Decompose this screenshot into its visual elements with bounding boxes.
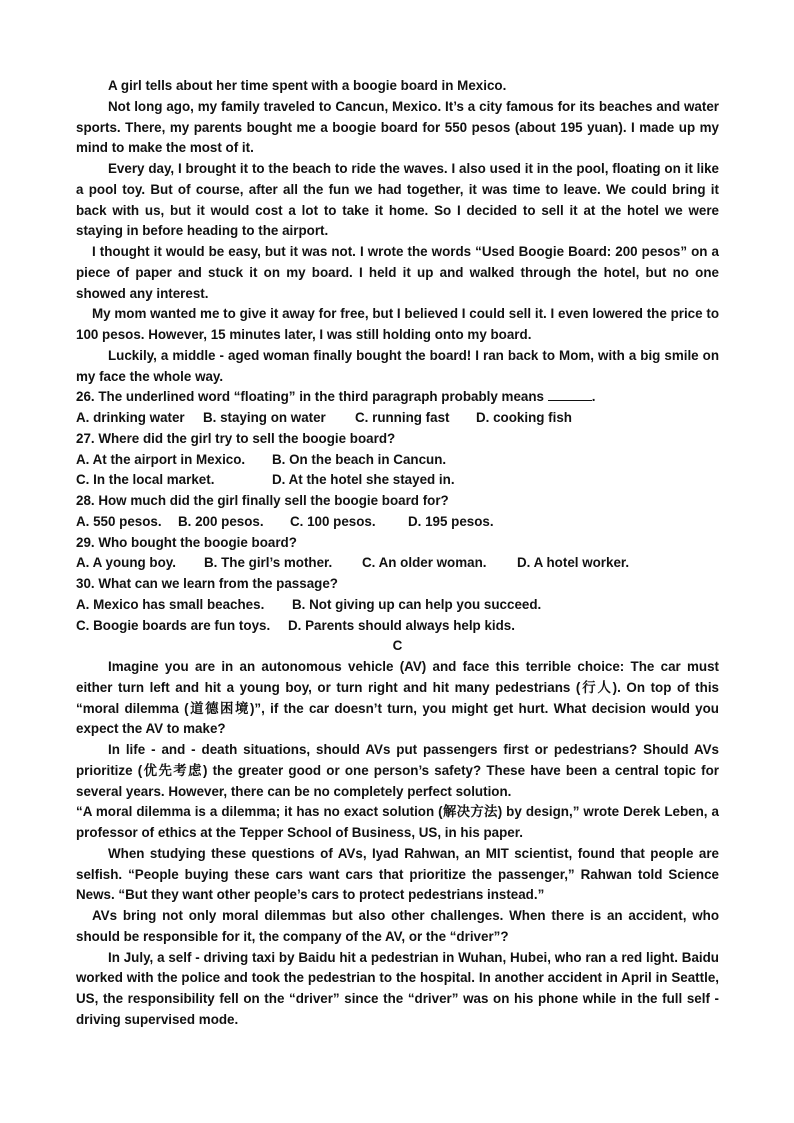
reading-c-paragraph: Imagine you are in an autonomous vehicle (AV) and face this terrible choice: The car must either turn left and hit a young boy, or turn right and hit many pedestrians (行人). On top of this “moral dilemma (道德困境)”, if the car doesn’t turn, you might get hurt. What decision would you expect the AV to make? xyxy=(76,659,719,737)
option-c: C. 100 pesos. xyxy=(290,513,376,529)
document-page xyxy=(76,76,719,1031)
option-a: A. 550 pesos. xyxy=(76,513,162,529)
option-b: B. The girl’s mother. xyxy=(204,555,333,571)
reading-b-paragraph: Not long ago, my family traveled to Cancun, Mexico. It’s a city famous for its beaches and water sports. There, my parents bought me a boogie board for 550 pesos (about 195 yuan). I made up my mind to make the most of it. xyxy=(76,98,719,156)
reading-c-paragraph: “A moral dilemma is a dilemma; it has no exact solution (解决方法) by design,” wrote Derek Leben, a professor of ethics at the Tepper School of Business, US, in his paper. xyxy=(76,804,719,840)
options-row xyxy=(76,595,719,616)
question-28: 28. How much did the girl finally sell the boogie board for? xyxy=(76,493,449,508)
reading-b-intro: A girl tells about her time spent with a boogie board in Mexico. xyxy=(108,78,507,93)
option-a: A. Mexico has small beaches. xyxy=(76,596,265,612)
reading-b-paragraph: My mom wanted me to give it away for free, but I believed I could sell it. I even lowered the price to 100 pesos. However, 15 minutes later, I was still holding onto my board. xyxy=(76,306,719,342)
answer-blank xyxy=(548,387,592,401)
option-b: B. staying on water xyxy=(203,410,326,425)
reading-c-paragraph: In life - and - death situations, should AVs put passengers first or pedestrians? Should AVs prioritize (优先考虑) the greater good or one person’s safety? These have been a central topic for several years. However, there can be no completely perfect solution. xyxy=(76,742,719,799)
question-stem: 26. The underlined word “floating” in the third paragraph probably means xyxy=(76,389,544,405)
options-row xyxy=(76,512,719,533)
question-stem-end: . xyxy=(591,389,596,405)
option-b: B. On the beach in Cancun. xyxy=(272,451,447,467)
reading-b-paragraph: Every day, I brought it to the beach to ride the waves. I also used it in the pool, floating on it like a pool toy. But of course, after all the fun we had together, it was time to leave. We could bring it back with us, but it would cost a lot to take it home. So I decided to sell it at the hotel we were staying in before heading to the airport. xyxy=(76,161,719,239)
options-row xyxy=(76,450,719,471)
option-d: D. Parents should always help kids. xyxy=(288,617,515,633)
reading-c-paragraph: AVs bring not only moral dilemmas but also other challenges. When there is an accident, who should be responsible for it, the company of the AV, or the “driver”? xyxy=(76,908,719,944)
option-a: A. At the airport in Mexico. xyxy=(76,451,246,467)
reading-c-paragraph: In July, a self - driving taxi by Baidu hit a pedestrian in Wuhan, Hubei, who ran a red light. Baidu worked with the police and took the pedestrian to the hospital. In another accident in April in Seattle, US, the responsibility fell on the “driver” since the “driver” was on his phone while in the full self - driving supervised mode. xyxy=(76,949,719,1027)
option-d: D. 195 pesos. xyxy=(408,513,494,529)
question-26 xyxy=(76,387,719,408)
question-27: 27. Where did the girl try to sell the boogie board? xyxy=(76,430,396,446)
options-row xyxy=(76,616,719,637)
section-label: C xyxy=(392,638,403,654)
question-30: 30. What can we learn from the passage? xyxy=(76,576,338,591)
reading-b-paragraph: I thought it would be easy, but it was not. I wrote the words “Used Boogie Board: 200 pesos” on a piece of paper and stuck it on my board. I held it up and walked through the hotel, but no one showed any interest. xyxy=(76,244,719,301)
reading-b-paragraph: Luckily, a middle - aged woman finally bought the board! I ran back to Mom, with a big smile on my face the whole way. xyxy=(76,347,719,384)
option-d: D. At the hotel she stayed in. xyxy=(272,472,455,488)
question-29: 29. Who bought the boogie board? xyxy=(76,534,297,550)
option-b: B. Not giving up can help you succeed. xyxy=(292,596,542,612)
option-a: A. A young boy. xyxy=(76,555,176,571)
option-c: C. Boogie boards are fun toys. xyxy=(76,617,271,633)
option-b: B. 200 pesos. xyxy=(178,513,264,529)
reading-c-paragraph: When studying these questions of AVs, Iyad Rahwan, an MIT scientist, found that people are selfish. “People buying these cars want cars that prioritize the passenger,” Rahwan told Science News. “But they want other people’s cars to protect pedestrians instead.” xyxy=(76,845,719,903)
options-row xyxy=(76,408,719,429)
option-d: D. A hotel worker. xyxy=(517,555,630,571)
options-row xyxy=(76,470,719,491)
option-c: C. running fast xyxy=(355,410,450,425)
option-c: C. In the local market. xyxy=(76,472,215,488)
option-c: C. An older woman. xyxy=(362,555,487,571)
options-row xyxy=(76,553,719,574)
option-a: A. drinking water xyxy=(76,410,185,425)
option-d: D. cooking fish xyxy=(476,410,572,425)
